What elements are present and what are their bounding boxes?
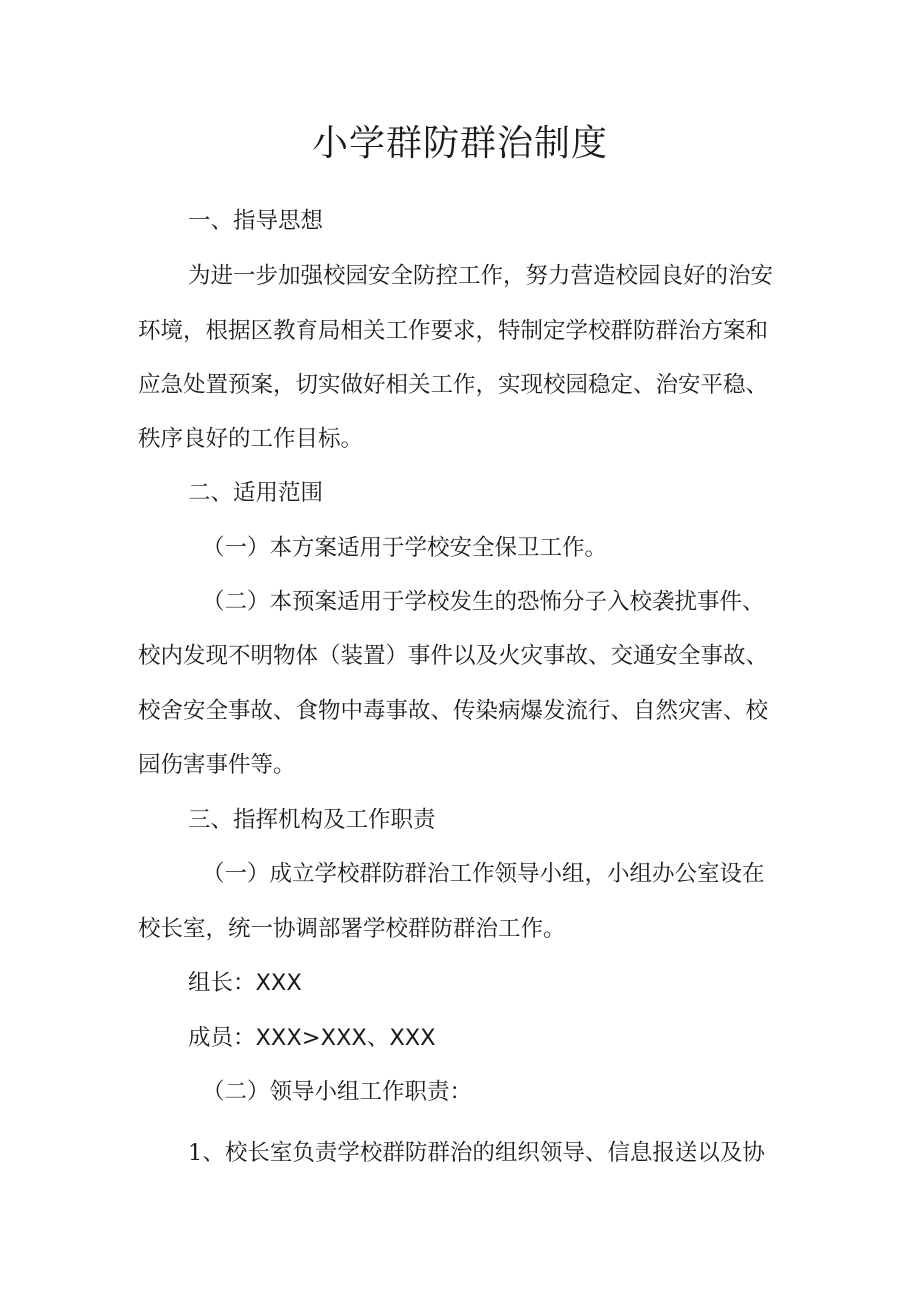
paragraph-line: 秩序良好的工作目标。 xyxy=(138,426,364,452)
paragraph-line: 应急处置预案，切实做好相关工作，实现校园稳定、治安平稳、 xyxy=(138,372,769,398)
paragraph-line: 校长室，统一协调部署学校群防群治工作。 xyxy=(138,916,566,942)
paragraph-line: （二）领导小组工作职责： xyxy=(202,1079,473,1105)
paragraph-line: 1、校长室负责学校群防群治的组织领导、信息报送以及协 xyxy=(188,1140,765,1166)
paragraph-line: （二）本预案适用于学校发生的恐怖分子入校袭扰事件、 xyxy=(202,589,765,615)
section-heading-command-structure: 三、指挥机构及工作职责 xyxy=(188,807,436,833)
paragraph-line: （一）成立学校群防群治工作领导小组，小组办公室设在 xyxy=(202,861,765,887)
group-leader-line: 组长：XXX xyxy=(188,970,302,996)
section-heading-guiding-thought: 一、指导思想 xyxy=(188,208,324,234)
paragraph-line: 校内发现不明物体（装置）事件以及火灾事故、交通安全事故、 xyxy=(138,643,769,669)
paragraph-line: 环境，根据区教育局相关工作要求，特制定学校群防群治方案和 xyxy=(138,318,769,344)
paragraph-line: 园伤害事件等。 xyxy=(138,752,296,778)
group-members-line: 成员：XXX>XXX、XXX xyxy=(188,1025,436,1051)
paragraph-line: （一）本方案适用于学校安全保卫工作。 xyxy=(202,535,608,561)
paragraph-line: 为进一步加强校园安全防控工作，努力营造校园良好的治安 xyxy=(188,263,774,289)
section-heading-scope: 二、适用范围 xyxy=(188,480,324,506)
document-title: 小学群防群治制度 xyxy=(311,123,608,164)
paragraph-line: 校舍安全事故、食物中毒事故、传染病爆发流行、自然灾害、校 xyxy=(138,698,769,724)
